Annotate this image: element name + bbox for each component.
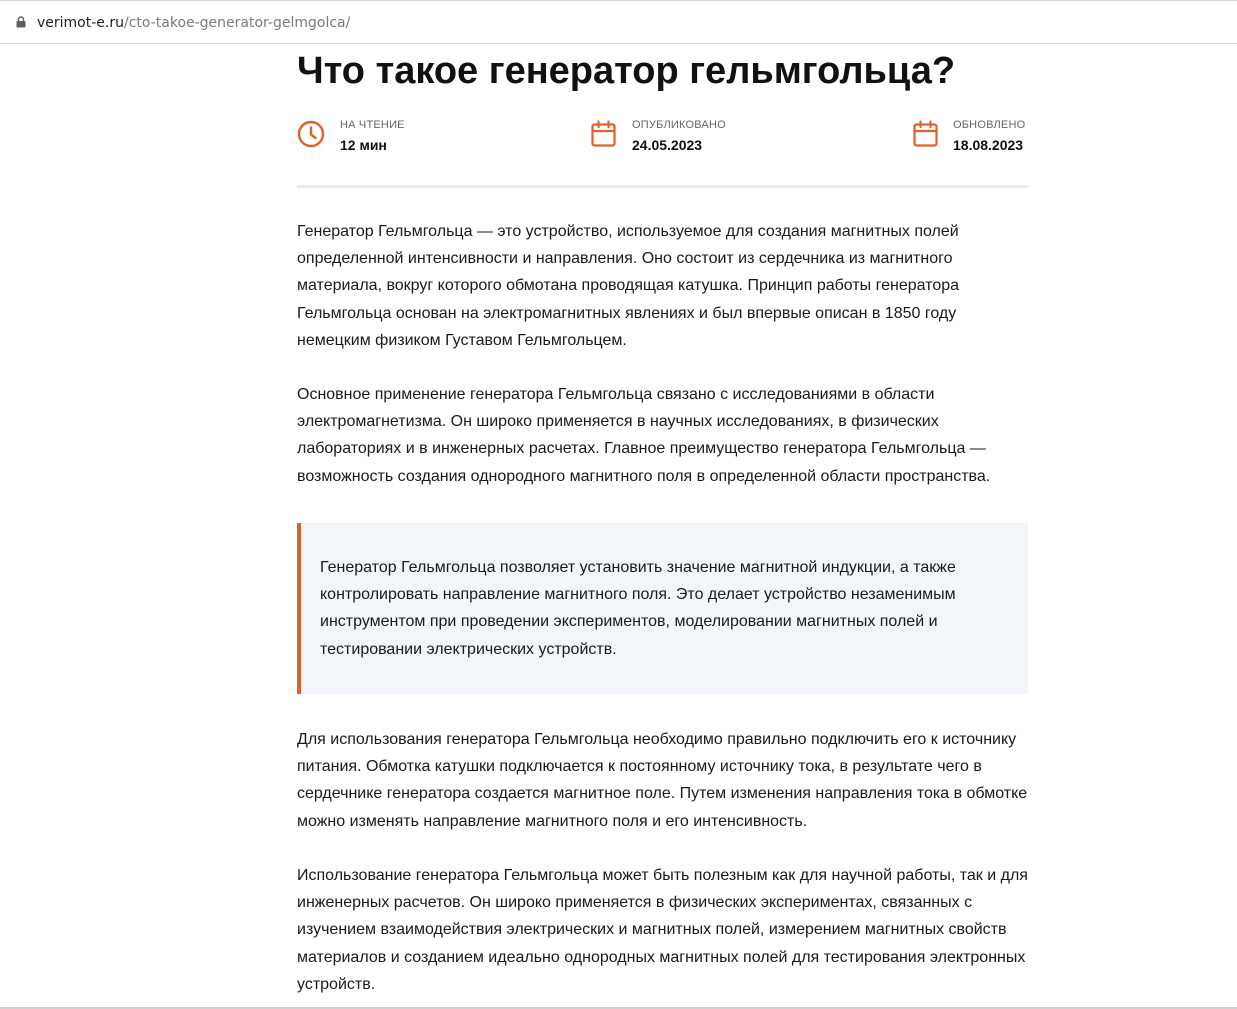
calendar-icon	[590, 120, 618, 148]
meta-value: 24.05.2023	[632, 137, 703, 153]
url-path: /cto-takoe-generator-gelmgolca/	[123, 15, 351, 31]
meta-value: 18.08.2023	[953, 137, 1024, 153]
meta-value: 12 мин	[340, 137, 387, 153]
page-title: Что такое генератор гельмгольца?	[297, 50, 956, 92]
article-paragraph: Использование генератора Гельмгольца может быть полезным как для научной работы, так и для инженерных расчетов. Он широко применяется в физических экспериментах, связанных с изучением взаимодействия электрических и магнитных полей, измерением магнитных свойств материалов и созданием идеально однородных магнитных полей для тестирования электронных устройств.	[297, 867, 1028, 993]
callout-block	[297, 523, 1028, 694]
url-host: verimot-e.ru	[37, 15, 124, 31]
address-bar[interactable]	[0, 0, 1237, 44]
meta-published	[590, 116, 750, 156]
article-paragraph: Основное применение генератора Гельмгольца связано с исследованиями в области электромагнетизма. Он широко применяется в научных исследованиях, в физических лабораториях и в инженерных расчетах. Главное преимущество генератора Гельмгольца — возможность создания однородного магнитного поля в определенной области пространства.	[297, 386, 991, 485]
meta-divider	[297, 185, 1028, 188]
article-paragraph: Для использования генератора Гельмгольца необходимо правильно подключить его к источнику питания. Обмотка катушки подключается к постоянному источнику тока, в результате чего в сердечнике генератора создается магнитное поле. Путем изменения направления тока в обмотке можно изменять направление магнитного поля и его интенсивность.	[297, 731, 1028, 830]
url-text[interactable]	[37, 14, 350, 32]
clock-icon	[297, 120, 325, 148]
meta-reading-time	[297, 116, 437, 156]
article-paragraph: Генератор Гельмгольца — это устройство, используемое для создания магнитных полей определенной интенсивности и направления. Оно состоит из сердечника из магнитного материала, вокруг которого обмотана проводящая катушка. Принцип работы генератора Гельмгольца основан на электромагнитных явлениях и был впервые описан в 1850 году немецким физиком Густавом Гельмгольцем.	[297, 223, 960, 349]
lock-icon	[16, 16, 26, 28]
meta-label: НА ЧТЕНИЕ	[340, 119, 405, 131]
meta-updated	[912, 116, 1028, 156]
calendar-icon	[912, 120, 940, 148]
meta-label: ОПУБЛИКОВАНО	[632, 119, 726, 131]
meta-label: ОБНОВЛЕНО	[953, 119, 1026, 131]
callout-text: Генератор Гельмгольца позволяет установить значение магнитной индукции, а также контролировать направление магнитного поля. Это делает устройство незаменимым инструментом при проведении экспериментов, моделировании магнитных полей и тестировании электрических устройств.	[320, 559, 956, 658]
